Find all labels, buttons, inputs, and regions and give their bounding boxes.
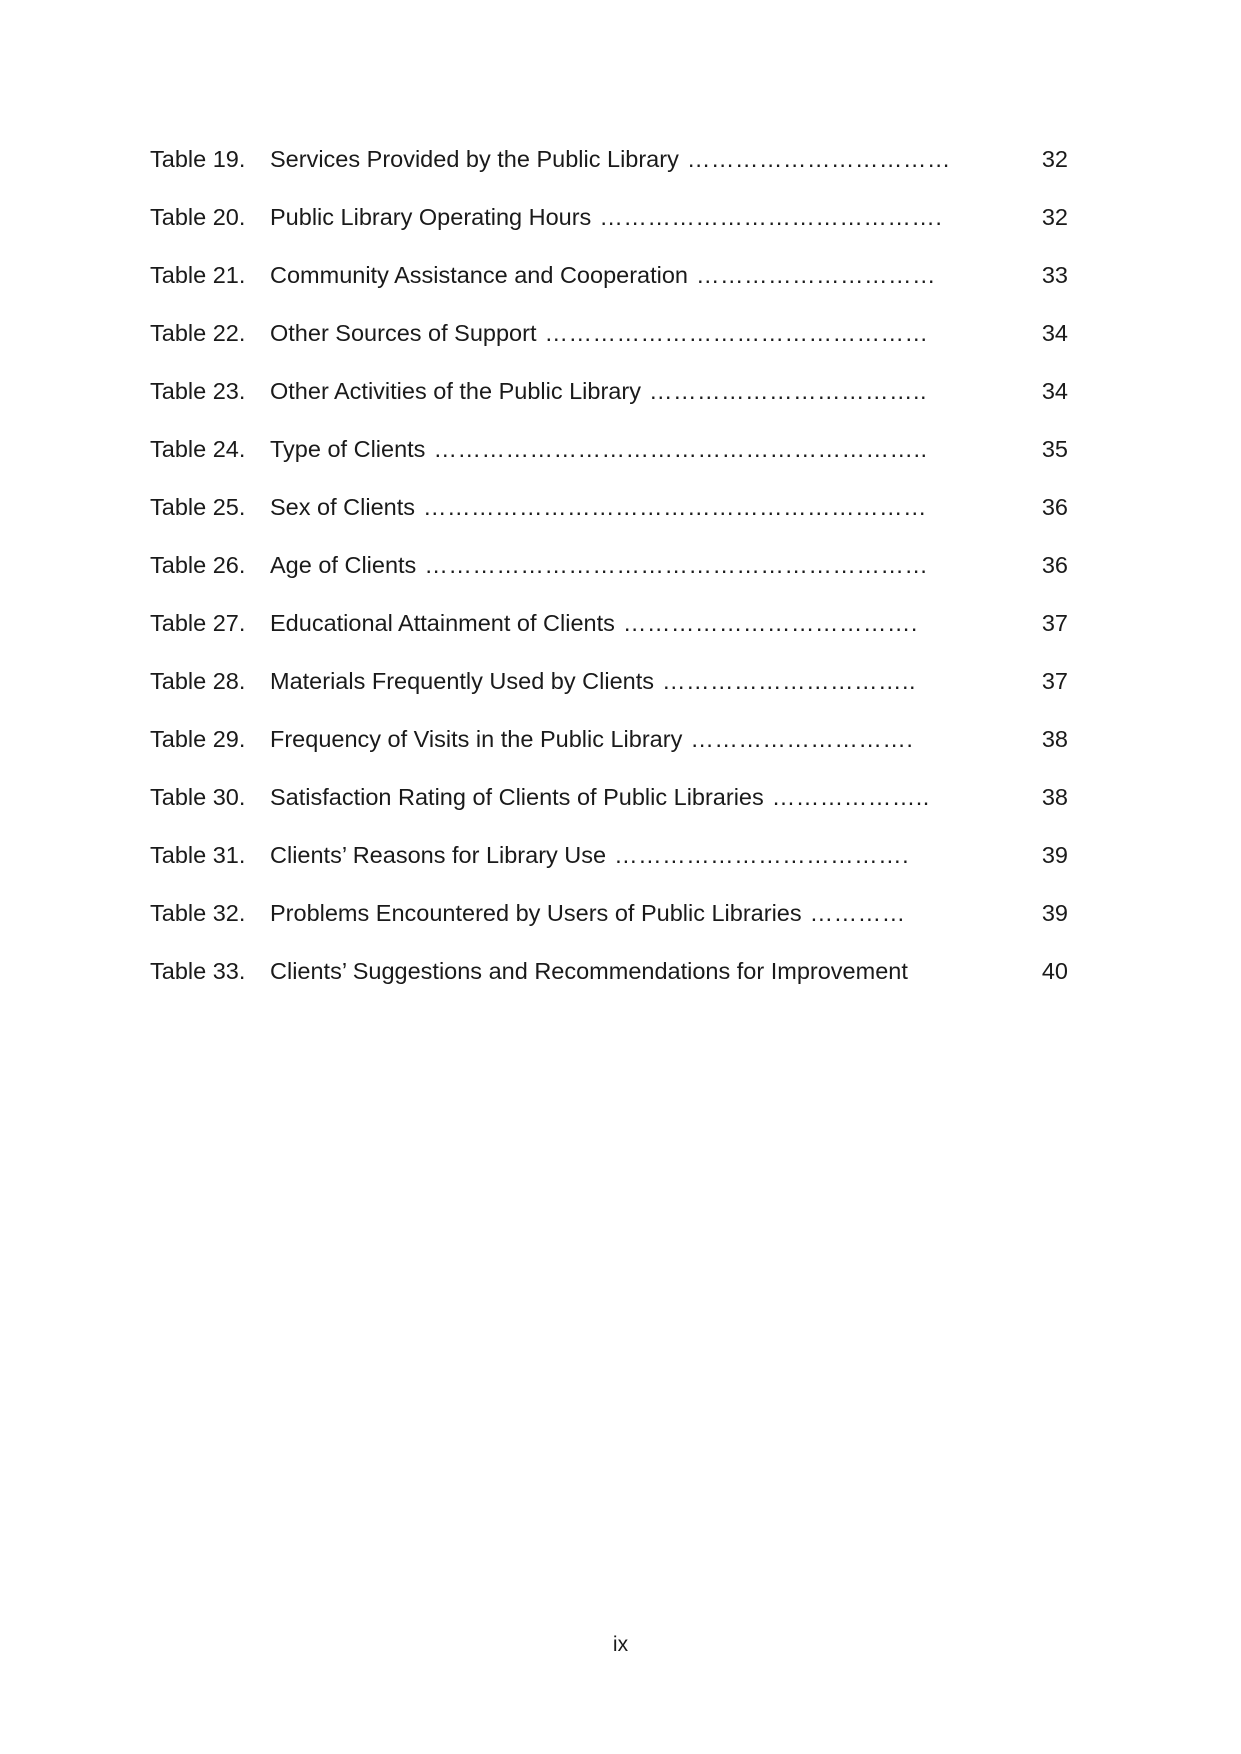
toc-entry-number: Table 21. bbox=[150, 262, 246, 288]
toc-entry bbox=[150, 435, 1068, 493]
toc-entry-title: Clients’ Suggestions and Recommendations for Improvement bbox=[270, 958, 908, 984]
toc-entry-number: Table 32. bbox=[150, 900, 246, 926]
toc-entry bbox=[150, 261, 1068, 319]
toc-dot-leader: …………………………………………………….. bbox=[433, 436, 928, 462]
toc-entry-number: Table 28. bbox=[150, 668, 246, 694]
toc-dot-leader: ………………………. bbox=[690, 726, 914, 752]
toc-dot-leader: …………………………….. bbox=[648, 378, 928, 404]
toc-entry-number: Table 29. bbox=[150, 726, 246, 752]
toc-entry-page-number: 39 bbox=[1041, 900, 1068, 926]
toc-entry-title: Other Sources of Support bbox=[270, 320, 537, 346]
toc-dot-leader: ………………………………. bbox=[614, 842, 910, 868]
toc-dot-leader: ………… bbox=[809, 900, 906, 926]
toc-entry-title: Frequency of Visits in the Public Library bbox=[270, 726, 683, 752]
toc-entry-number: Table 23. bbox=[150, 378, 246, 404]
toc-entry-page-number: 38 bbox=[1041, 784, 1068, 810]
toc-entry-page-number: 39 bbox=[1041, 842, 1068, 868]
toc-entry-page-number: 32 bbox=[1041, 146, 1068, 172]
toc-entry-page-number: 36 bbox=[1041, 552, 1068, 578]
toc-dot-leader: ……………………………………………………… bbox=[424, 552, 929, 578]
toc-entry-number: Table 25. bbox=[150, 494, 246, 520]
toc-entry-number: Table 33. bbox=[150, 958, 246, 984]
toc-entry bbox=[150, 551, 1068, 609]
toc-entry bbox=[150, 899, 1068, 957]
toc-entry bbox=[150, 319, 1068, 377]
toc-entry-page-number: 36 bbox=[1041, 494, 1068, 520]
toc-entry-number: Table 27. bbox=[150, 610, 246, 636]
toc-dot-leader: ………………………… bbox=[696, 262, 936, 288]
toc-entry-page-number: 32 bbox=[1041, 204, 1068, 230]
toc-entry-title: Educational Attainment of Clients bbox=[270, 610, 615, 636]
toc-entry bbox=[150, 493, 1068, 551]
toc-entry bbox=[150, 725, 1068, 783]
toc-entry-page-number: 40 bbox=[1041, 958, 1068, 984]
toc-entry-page-number: 34 bbox=[1041, 320, 1068, 346]
toc-dot-leader: …………………………… bbox=[686, 146, 951, 172]
toc-entry bbox=[150, 377, 1068, 435]
toc-entry-page-number: 37 bbox=[1041, 668, 1068, 694]
toc-dot-leader: ………………………………. bbox=[622, 610, 918, 636]
toc-entry bbox=[150, 145, 1068, 203]
toc-entry bbox=[150, 783, 1068, 841]
toc-entry-title: Materials Frequently Used by Clients bbox=[270, 668, 654, 694]
toc-dot-leader: ……………….. bbox=[771, 784, 930, 810]
toc-dot-leader: ………………………………………… bbox=[544, 320, 929, 346]
toc-entry-title: Community Assistance and Cooperation bbox=[270, 262, 688, 288]
toc-entry-number: Table 19. bbox=[150, 146, 246, 172]
toc-entry-page-number: 33 bbox=[1041, 262, 1068, 288]
toc-entry-title: Age of Clients bbox=[270, 552, 417, 578]
toc-entry bbox=[150, 957, 1068, 1015]
toc-entry-page-number: 35 bbox=[1041, 436, 1068, 462]
toc-dot-leader: ………………………….. bbox=[662, 668, 917, 694]
toc-entry-page-number: 38 bbox=[1041, 726, 1068, 752]
toc-entry bbox=[150, 609, 1068, 667]
toc-entry-title: Other Activities of the Public Library bbox=[270, 378, 641, 404]
toc-entry bbox=[150, 667, 1068, 725]
toc-entry-title: Sex of Clients bbox=[270, 494, 415, 520]
page-number-footer: ix bbox=[612, 1633, 629, 1656]
toc-entry-title: Services Provided by the Public Library bbox=[270, 146, 679, 172]
toc-entry-number: Table 24. bbox=[150, 436, 246, 462]
toc-entry-title: Type of Clients bbox=[270, 436, 426, 462]
toc-entry-number: Table 30. bbox=[150, 784, 246, 810]
toc-entry-number: Table 26. bbox=[150, 552, 246, 578]
toc-entry-page-number: 37 bbox=[1041, 610, 1068, 636]
toc-entry bbox=[150, 841, 1068, 899]
toc-entry-number: Table 20. bbox=[150, 204, 246, 230]
toc-dot-leader: ……………………………………. bbox=[599, 204, 943, 230]
toc-entry-title: Clients’ Reasons for Library Use bbox=[270, 842, 607, 868]
toc-entry-title: Satisfaction Rating of Clients of Public Libraries bbox=[270, 784, 764, 810]
toc-entry-page-number: 34 bbox=[1041, 378, 1068, 404]
toc-entry-title: Problems Encountered by Users of Public Libraries bbox=[270, 900, 802, 926]
list-of-tables bbox=[150, 145, 1068, 1015]
toc-entry-number: Table 22. bbox=[150, 320, 246, 346]
toc-entry-number: Table 31. bbox=[150, 842, 246, 868]
toc-entry-title: Public Library Operating Hours bbox=[270, 204, 592, 230]
toc-entry bbox=[150, 203, 1068, 261]
toc-dot-leader: ……………………………………………………… bbox=[422, 494, 927, 520]
